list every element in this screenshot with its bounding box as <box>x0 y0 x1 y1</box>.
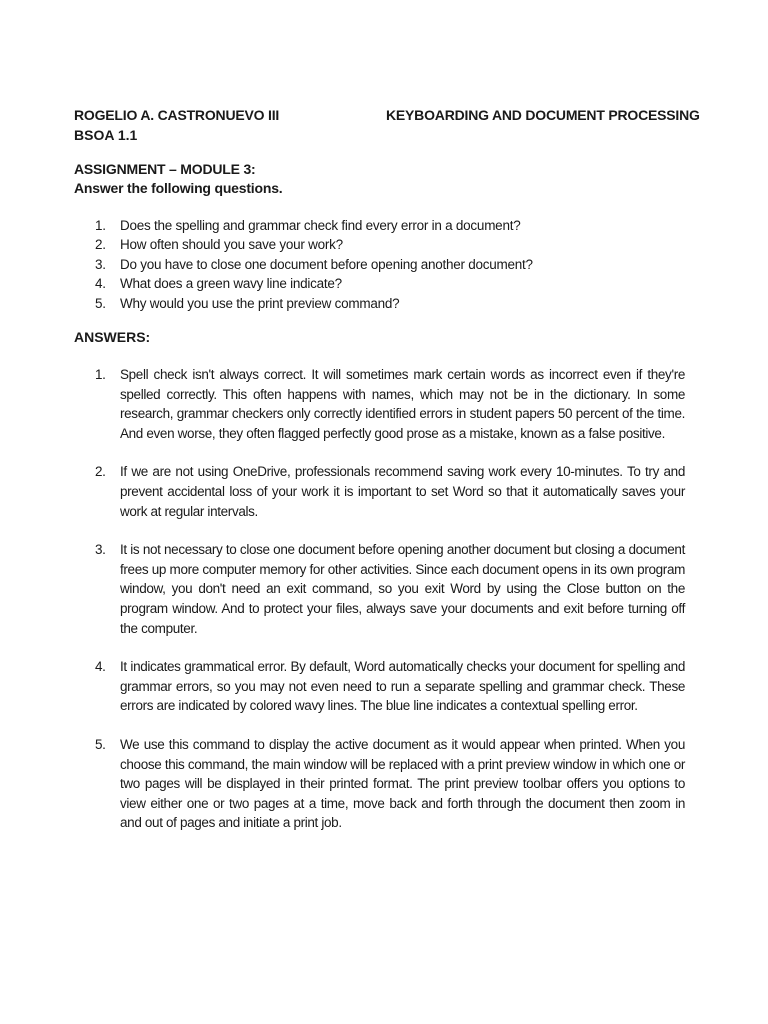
question-text: How often should you save your work? <box>120 237 343 253</box>
answer-text: If we are not using OneDrive, professionals recommend saving work every 10-minutes. To try and prevent accidental loss of your work it is important to set Word so that it automatically saves your work at regular intervals. <box>120 464 685 519</box>
question-item <box>95 235 695 254</box>
student-name: ROGELIO A. CASTRONUEVO III <box>74 107 280 123</box>
answer-text: It is not necessary to close one document before opening another document but closing a document frees up more computer memory for other activities. Since each document opens in its own program window, you don't need an exit command, so you exit Word by using the Close button on the program window. And to protect your files, always save your documents and exit before turning off the computer. <box>120 542 685 636</box>
answer-number: 5. <box>95 736 106 752</box>
question-number: 3. <box>95 256 106 272</box>
answer-item <box>95 540 685 638</box>
assignment-instruction: Answer the following questions. <box>74 180 283 196</box>
answer-list <box>95 365 685 852</box>
question-item <box>95 294 695 313</box>
section-code: BSOA 1.1 <box>74 127 138 143</box>
question-number: 2. <box>95 237 106 253</box>
question-text: Do you have to close one document before opening another document? <box>120 256 533 272</box>
question-text: Why would you use the print preview command? <box>120 295 400 311</box>
question-text: Does the spelling and grammar check find every error in a document? <box>120 218 521 233</box>
answer-number: 3. <box>95 542 106 558</box>
answer-item <box>95 365 685 443</box>
answer-item <box>95 735 685 833</box>
question-list <box>95 216 695 313</box>
question-text: What does a green wavy line indicate? <box>120 276 342 292</box>
question-item <box>95 255 695 274</box>
answers-heading: ANSWERS: <box>74 329 151 345</box>
answer-number: 1. <box>95 367 106 382</box>
assignment-title: ASSIGNMENT – MODULE 3: <box>74 161 256 177</box>
question-number: 4. <box>95 276 106 292</box>
answer-text: It indicates grammatical error. By default, Word automatically checks your document for spelling and grammar errors, so you may not even need to run a separate spelling and grammar check. These errors are indicated by colored wavy lines. The blue line indicates a contextual spelling error. <box>120 659 685 714</box>
answer-item <box>95 462 685 521</box>
answer-item <box>95 657 685 716</box>
question-number: 1. <box>95 218 106 233</box>
answer-text: Spell check isn't always correct. It will sometimes mark certain words as incorrect even if they're spelled correctly. This often happens with names, which may not be in the dictionary. In some research, grammar checkers only correctly identified errors in student papers 50 percent of the time. And even worse, they often flagged perfectly good prose as a mistake, known as a false positive. <box>120 367 685 441</box>
question-number: 5. <box>95 295 106 311</box>
answer-number: 4. <box>95 659 106 675</box>
question-item <box>95 274 695 293</box>
answer-number: 2. <box>95 464 106 480</box>
answer-text: We use this command to display the active document as it would appear when printed. When you choose this command, the main window will be replaced with a print preview window in which one or two pages will be displayed in their printed format. The print preview toolbar offers you options to view either one or two pages at a time, move back and forth through the document then zoom in and out of pages and initiate a print job. <box>120 736 685 831</box>
course-title: KEYBOARDING AND DOCUMENT PROCESSING <box>386 107 700 123</box>
question-item <box>95 216 695 235</box>
